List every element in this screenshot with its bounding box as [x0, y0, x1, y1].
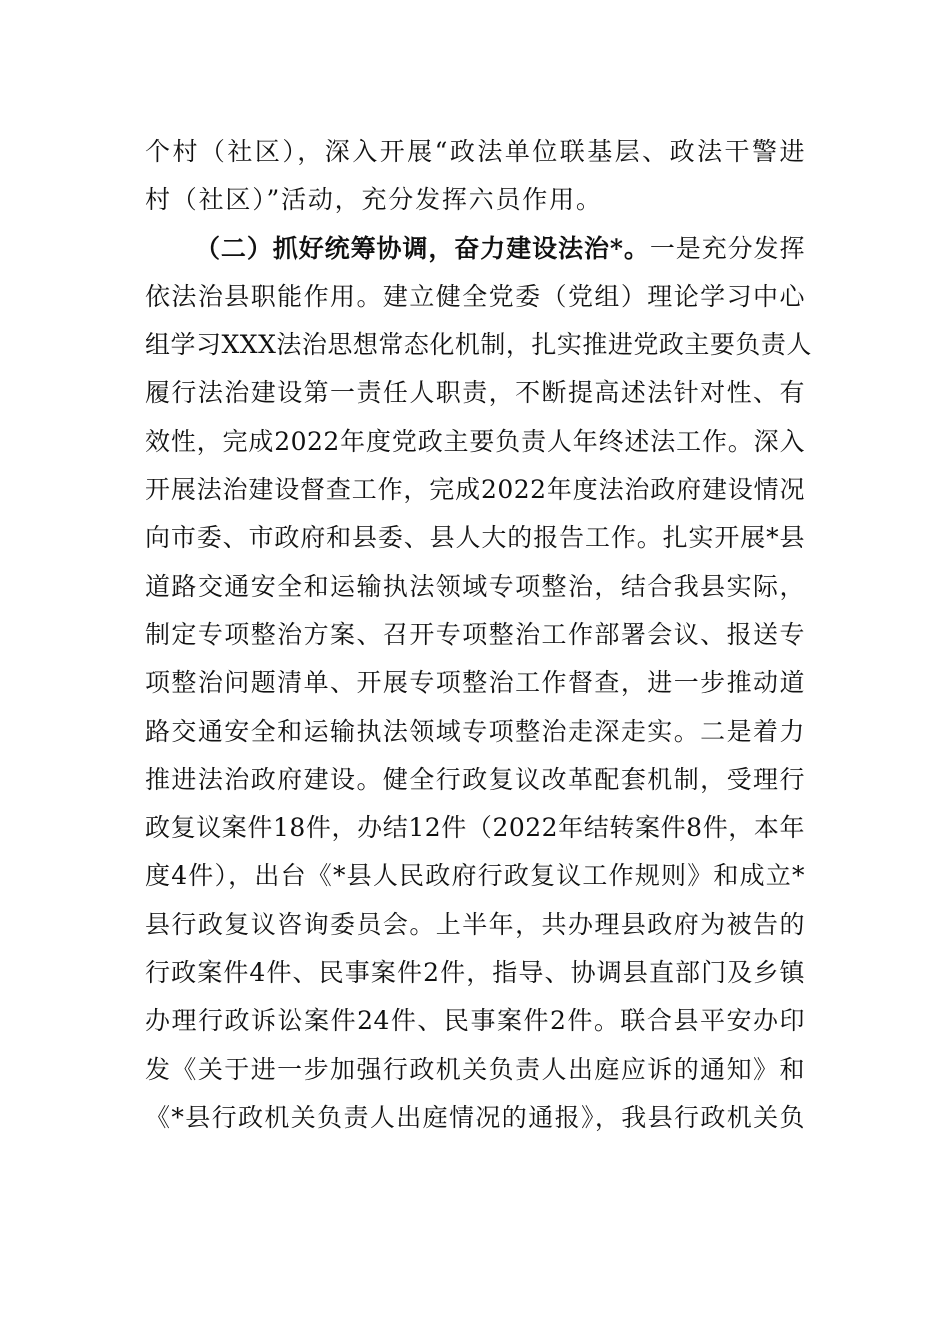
- paragraph-1-line-1: 个村（社区），深入开展“政法单位联基层、政法干警进: [145, 137, 805, 166]
- paragraph-2-line-17: 办理行政诉讼案件24件、民事案件2件。联合县平安办印: [145, 1006, 805, 1036]
- paragraph-2-line-6: 开展法治建设督查工作，完成2022年度法治政府建设情况: [145, 475, 805, 505]
- paragraph-2-line-7: 向市委、市政府和县委、县人大的报告工作。扎实开展*县: [145, 523, 805, 553]
- paragraph-2-line-11: 路交通安全和运输执法领域专项整治走深走实。二是着力: [145, 716, 805, 746]
- paragraph-2-line-14: 度4件），出台《*县人民政府行政复议工作规则》和成立*: [145, 861, 805, 891]
- paragraph-2-line-2: 依法治县职能作用。建立健全党委（党组）理论学习中心: [145, 281, 805, 311]
- paragraph-2-line-5: 效性，完成2022年度党政主要负责人年终述法工作。深入: [145, 426, 805, 456]
- paragraph-2-line-1: [145, 225, 805, 273]
- paragraph-2-line-3: 组学习XXX法治思想常态化机制，扎实推进党政主要负责人: [145, 330, 812, 360]
- paragraph-2-line-9: 制定专项整治方案、召开专项整治工作部署会议、报送专: [145, 619, 805, 649]
- paragraph-2-line-15: 县行政复议咨询委员会。上半年，共办理县政府为被告的: [145, 909, 805, 939]
- paragraph-2-first-line-rest: 一是充分发挥: [649, 233, 805, 263]
- paragraph-1-line-2: 村（社区）”活动，充分发挥六员作用。: [145, 185, 603, 215]
- paragraph-2-line-12: 推进法治政府建设。健全行政复议改革配套机制，受理行: [145, 764, 805, 794]
- paragraph-2-line-18: 发《关于进一步加强行政机关负责人出庭应诉的通知》和: [145, 1054, 805, 1084]
- paragraph-2-line-13: 政复议案件18件，办结12件（2022年结转案件8件，本年: [145, 813, 805, 843]
- paragraph-2-line-16: 行政案件4件、民事案件2件，指导、协调县直部门及乡镇: [145, 958, 805, 988]
- paragraph-2-line-8: 道路交通安全和运输执法领域专项整治，结合我县实际，: [145, 571, 805, 601]
- paragraph-2-line-19: 《*县行政机关负责人出庭情况的通报》，我县行政机关负: [145, 1102, 805, 1132]
- paragraph-2-line-10: 项整治问题清单、开展专项整治工作督查，进一步推动道: [145, 668, 805, 698]
- section-heading: （二）抓好统筹协调，奋力建设法治*。: [195, 233, 650, 263]
- paragraph-2-line-4: 履行法治建设第一责任人职责，不断提高述法针对性、有: [145, 378, 805, 408]
- document-body: [145, 128, 812, 1142]
